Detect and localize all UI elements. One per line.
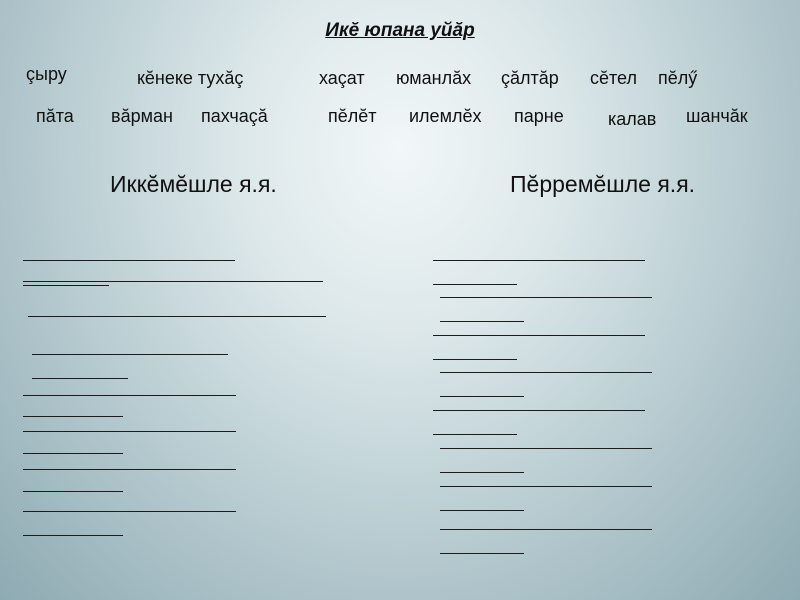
- answer-line[interactable]: [23, 416, 123, 417]
- answer-line[interactable]: [433, 434, 517, 435]
- word-item: çăлтăр: [501, 68, 559, 88]
- answer-line[interactable]: [440, 486, 652, 487]
- answer-line[interactable]: [23, 491, 123, 492]
- answer-line[interactable]: [23, 535, 123, 536]
- word-item: вăрман: [111, 106, 173, 126]
- word-item: çыру: [26, 64, 67, 84]
- page-title: Икĕ юпана уйăр: [325, 20, 475, 41]
- word-item: парне: [514, 106, 564, 126]
- word-item: калав: [608, 109, 657, 129]
- word-item: пахчаçă: [201, 106, 268, 126]
- answer-line[interactable]: [23, 281, 323, 282]
- answer-line[interactable]: [440, 553, 524, 554]
- answer-line[interactable]: [440, 396, 524, 397]
- answer-line[interactable]: [23, 469, 236, 470]
- answer-line[interactable]: [440, 297, 652, 298]
- word-item: юманлăх: [396, 68, 472, 88]
- word-item: илемлĕх: [409, 106, 482, 126]
- answer-line[interactable]: [433, 335, 645, 336]
- answer-line[interactable]: [32, 354, 228, 355]
- answer-line[interactable]: [433, 410, 645, 411]
- answer-line[interactable]: [433, 284, 517, 285]
- answer-line[interactable]: [440, 529, 652, 530]
- word-item: пăта: [36, 106, 74, 126]
- answer-line[interactable]: [23, 453, 123, 454]
- answer-line[interactable]: [440, 472, 524, 473]
- right-column-heading: Пĕрремĕшле я.я.: [510, 171, 696, 197]
- answer-line[interactable]: [440, 448, 652, 449]
- answer-line[interactable]: [440, 510, 524, 511]
- left-column-heading: Иккĕмĕшле я.я.: [110, 171, 277, 197]
- word-item: пĕлӳ: [658, 68, 698, 88]
- answer-line[interactable]: [23, 395, 236, 396]
- answer-line[interactable]: [23, 260, 235, 261]
- answer-line[interactable]: [28, 316, 326, 317]
- answer-line[interactable]: [23, 511, 236, 512]
- answer-line[interactable]: [23, 285, 109, 286]
- word-item: пĕлĕт: [328, 106, 377, 126]
- answer-line[interactable]: [433, 359, 517, 360]
- word-item: сĕтел: [590, 68, 637, 88]
- answer-line[interactable]: [23, 431, 236, 432]
- word-item: кĕнеке тухăç: [137, 68, 244, 88]
- answer-line[interactable]: [440, 372, 652, 373]
- answer-line[interactable]: [440, 321, 524, 322]
- answer-line[interactable]: [32, 378, 128, 379]
- word-item: хаçат: [319, 68, 365, 88]
- word-item: шанчăк: [686, 106, 748, 126]
- answer-line[interactable]: [433, 260, 645, 261]
